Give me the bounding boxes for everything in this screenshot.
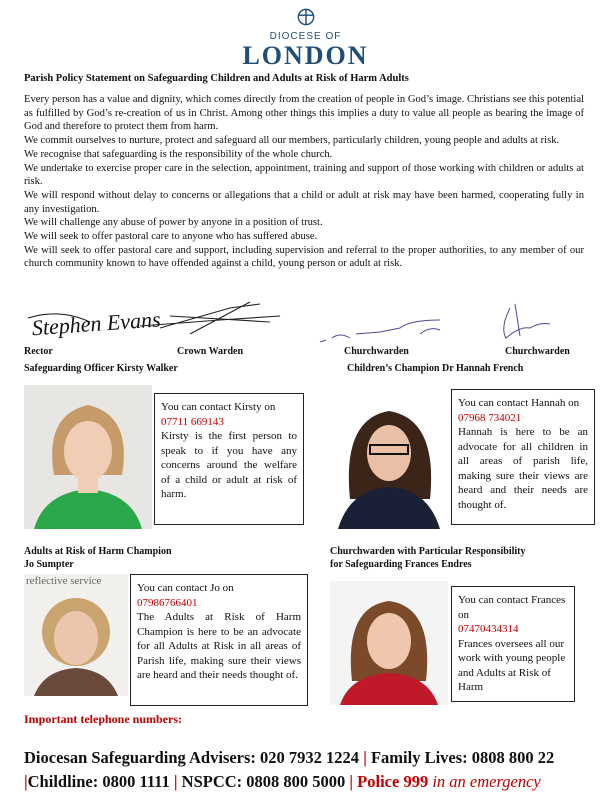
emergency-note: in an emergency — [432, 772, 541, 791]
hannah-phone[interactable]: 07968 734021 — [458, 411, 522, 424]
logo-main-text: LONDON — [242, 41, 369, 70]
policy-paragraph: We will seek to offer pastoral care to anyone who has suffered abuse. — [24, 231, 318, 243]
jo-description: The Adults at Risk of Harm Champion is here to be an advocate for all Adults at Risk in all areas of Parish life, making sure their views are heard and their needs thought of. — [137, 611, 301, 681]
signatures-area — [20, 298, 590, 346]
jo-heading-line2: Jo Sumpter — [24, 559, 74, 570]
policy-paragraph: We undertake to exercise proper care in the selection, appointment, training and support of those working with children or adults at risk. — [24, 162, 584, 188]
hannah-info-box — [451, 389, 595, 525]
dsa-number: Diocesan Safeguarding Advisers: 020 7932 1224 — [24, 748, 360, 767]
rector-signature — [28, 306, 161, 340]
hannah-photo — [330, 389, 448, 529]
frances-phone[interactable]: 07470434314 — [458, 623, 519, 635]
kirsty-heading: Safeguarding Officer Kirsty Walker — [24, 363, 178, 374]
policy-body — [24, 93, 584, 271]
frances-info-box — [451, 586, 575, 702]
policy-paragraph: We will respond without delay to concerns or allegations that a child or adult at risk may have been harmed, cooperating fully in any investigation. — [24, 189, 584, 215]
hannah-heading: Children’s Champion Dr Hannah French — [347, 363, 524, 374]
policy-paragraph: We commit ourselves to nurture, protect and safeguard all our members, particularly children, young people and adults at risk. — [24, 135, 560, 147]
churchwarden-signature-2 — [504, 304, 550, 338]
jo-photo-sign-text: reflective service — [26, 575, 102, 587]
policy-title: Parish Policy Statement on Safeguarding Children and Adults at Risk of Harm Adults — [24, 73, 409, 84]
diocese-emblem-icon — [297, 8, 315, 26]
separator: | — [24, 772, 28, 791]
jo-phone[interactable]: 07986766401 — [137, 596, 198, 609]
jo-heading — [24, 545, 172, 571]
important-numbers-heading: Important telephone numbers: — [24, 712, 182, 726]
kirsty-description: Kirsty is the first person to speak to if you have any concerns around the welfare of a child or adult at risk of harm. — [161, 430, 297, 500]
policy-paragraph: Every person has a value and dignity, which comes directly from the creation of people in God’s image. Christians see this potential as fulfilled by God’s re-creation of us in Christ. Among other things this implies a duty to value all people as bearing the image of God and therefore to protect them from harm. — [24, 94, 584, 133]
separator: | — [173, 772, 178, 791]
telephone-numbers — [24, 746, 594, 794]
role-churchwarden-2: Churchwarden — [505, 346, 570, 357]
nspcc-number: NSPCC: 0808 800 5000 — [181, 772, 346, 791]
separator: | — [349, 772, 354, 791]
jo-photo — [24, 574, 128, 696]
role-churchwarden-1: Churchwarden — [344, 346, 409, 357]
kirsty-info-box — [154, 393, 304, 525]
policy-paragraph: We will challenge any abuse of power by anyone in a position of trust. — [24, 217, 323, 229]
separator: | — [363, 748, 367, 767]
frances-description: Frances oversees all our work with young people and Adults at Risk of Harm — [458, 637, 566, 693]
jo-info-box — [130, 574, 308, 706]
jo-heading-line1: Adults at Risk of Harm Champion — [24, 546, 172, 557]
rector-signature-text: Stephen Evans — [31, 306, 162, 341]
frances-contact-prefix: You can contact Frances on — [458, 594, 566, 621]
jo-contact-prefix: You can contact Jo on — [137, 582, 234, 594]
role-crown-warden: Crown Warden — [177, 346, 244, 357]
hannah-contact-prefix: You can contact Hannah on — [458, 397, 580, 409]
kirsty-photo — [24, 385, 152, 529]
role-rector: Rector — [24, 346, 53, 357]
policy-paragraph: We recognise that safeguarding is the responsibility of the whole church. — [24, 148, 333, 160]
diocese-logo — [0, 8, 611, 69]
frances-heading — [330, 545, 525, 571]
frances-heading-line2: for Safeguarding Frances Endres — [330, 559, 472, 570]
family-lives-number: Family Lives: 0808 800 22 — [370, 748, 555, 767]
policy-paragraph: We will seek to offer pastoral care and support, including supervision and referral to the proper authorities, to any member of our church community known to have offended against a child, young person or adult at risk. — [24, 244, 584, 270]
frances-photo — [330, 581, 448, 705]
hannah-description: Hannah is here to be an advocate for all children in all areas of parish life, making sure their views are heard and their needs are thought of. — [458, 426, 588, 511]
kirsty-phone[interactable]: 07711 669143 — [161, 415, 224, 428]
police-number: Police 999 — [357, 772, 429, 791]
kirsty-contact-prefix: You can contact Kirsty on — [161, 401, 276, 413]
churchwarden-signature-1 — [320, 320, 440, 342]
logo-top-text: DIOCESE OF — [269, 31, 342, 42]
frances-heading-line1: Churchwarden with Particular Responsibility — [330, 546, 526, 557]
childline-number: Childline: 0800 1111 — [27, 772, 170, 791]
